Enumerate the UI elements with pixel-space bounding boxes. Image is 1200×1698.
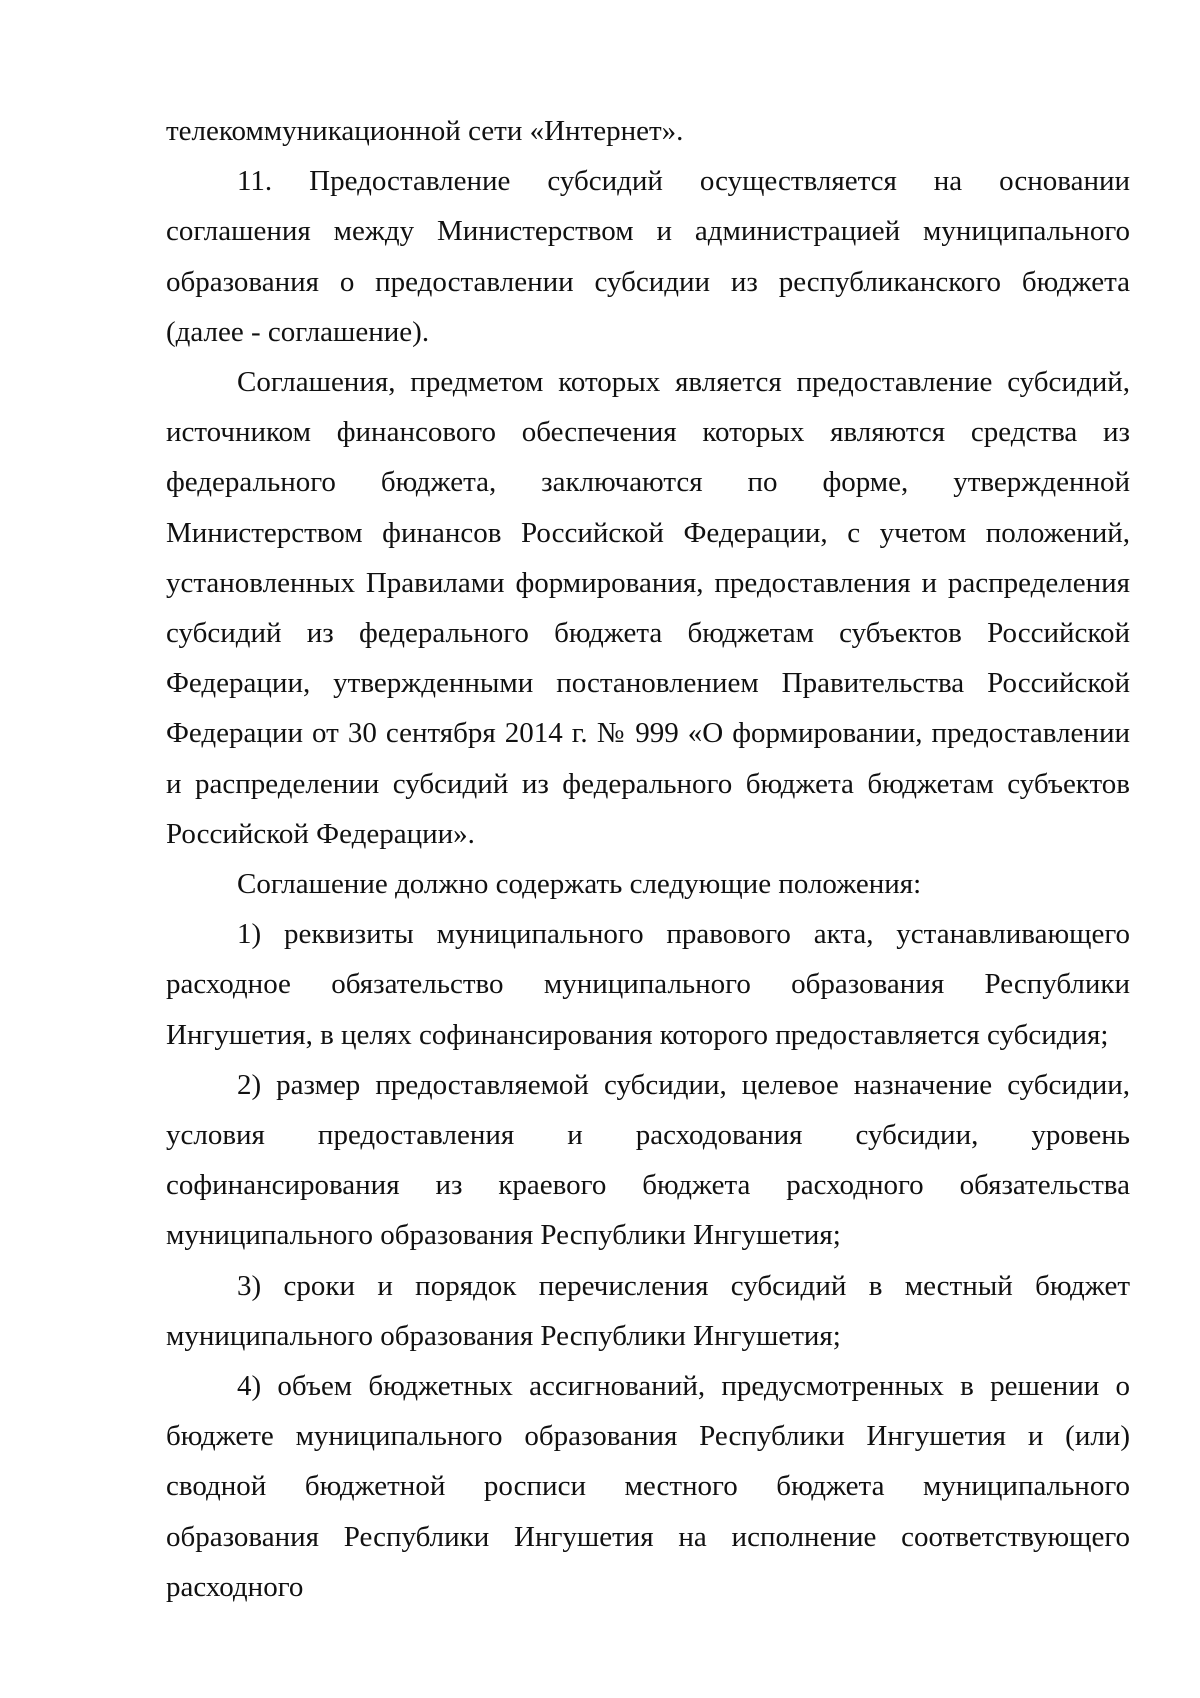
paragraph-clause-11: 11. Предоставление субсидий осуществляется на основании соглашения между Министерством и администрацией муниципального образования о предоставлении субсидии из республиканского бюджета (далее - соглашение). [166,165,1130,348]
paragraph-federal-agreements: Соглашения, предметом которых является предоставление субсидий, источником финансового обеспечения которых являются средства из федерального бюджета, заключаются по форме, утвержденной Министерством финансов Российской Федерации, с учетом положений, установленных Правилами формирования, предоставления и распределения субсидий из федерального бюджета бюджетам субъектов Российской Федерации, утвержденными постановлением Правительства Российской Федерации от 30 сентября 2014 г. № 999 «О формировании, предоставлении и распределении субсидий из федерального бюджета бюджетам субъектов Российской Федерации». [166,366,1130,850]
paragraph-intro-continuation: телекоммуникационной сети «Интернет». [166,115,684,147]
list-item-2: 2) размер предоставляемой субсидии, целевое назначение субсидии, условия предоставления и расходования субсидии, уровень софинансирования из краевого бюджета расходного обязательства муниципального образования Республики Ингушетия; [166,1068,1130,1252]
paragraph-agreement-provisions: Соглашение должно содержать следующие положения: [237,868,922,901]
list-item-4: 4) объем бюджетных ассигнований, предусмотренных в решении о бюджете муниципального образования Республики Ингушетия и (или) сводной бюджетной росписи местного бюджета муниципального образования Республики Ингушетия на исполнение соответствующего расходного [166,1370,1130,1603]
document-body [166,106,1130,1612]
list-item-1: 1) реквизиты муниципального правового акта, устанавливающего расходное обязательство муниципального образования Республики Ингушетия, в целях софинансирования которого предоставляется субсидия; [166,918,1130,1051]
list-item-3: 3) сроки и порядок перечисления субсидий в местный бюджет муниципального образования Республики Ингушетия; [166,1269,1130,1352]
